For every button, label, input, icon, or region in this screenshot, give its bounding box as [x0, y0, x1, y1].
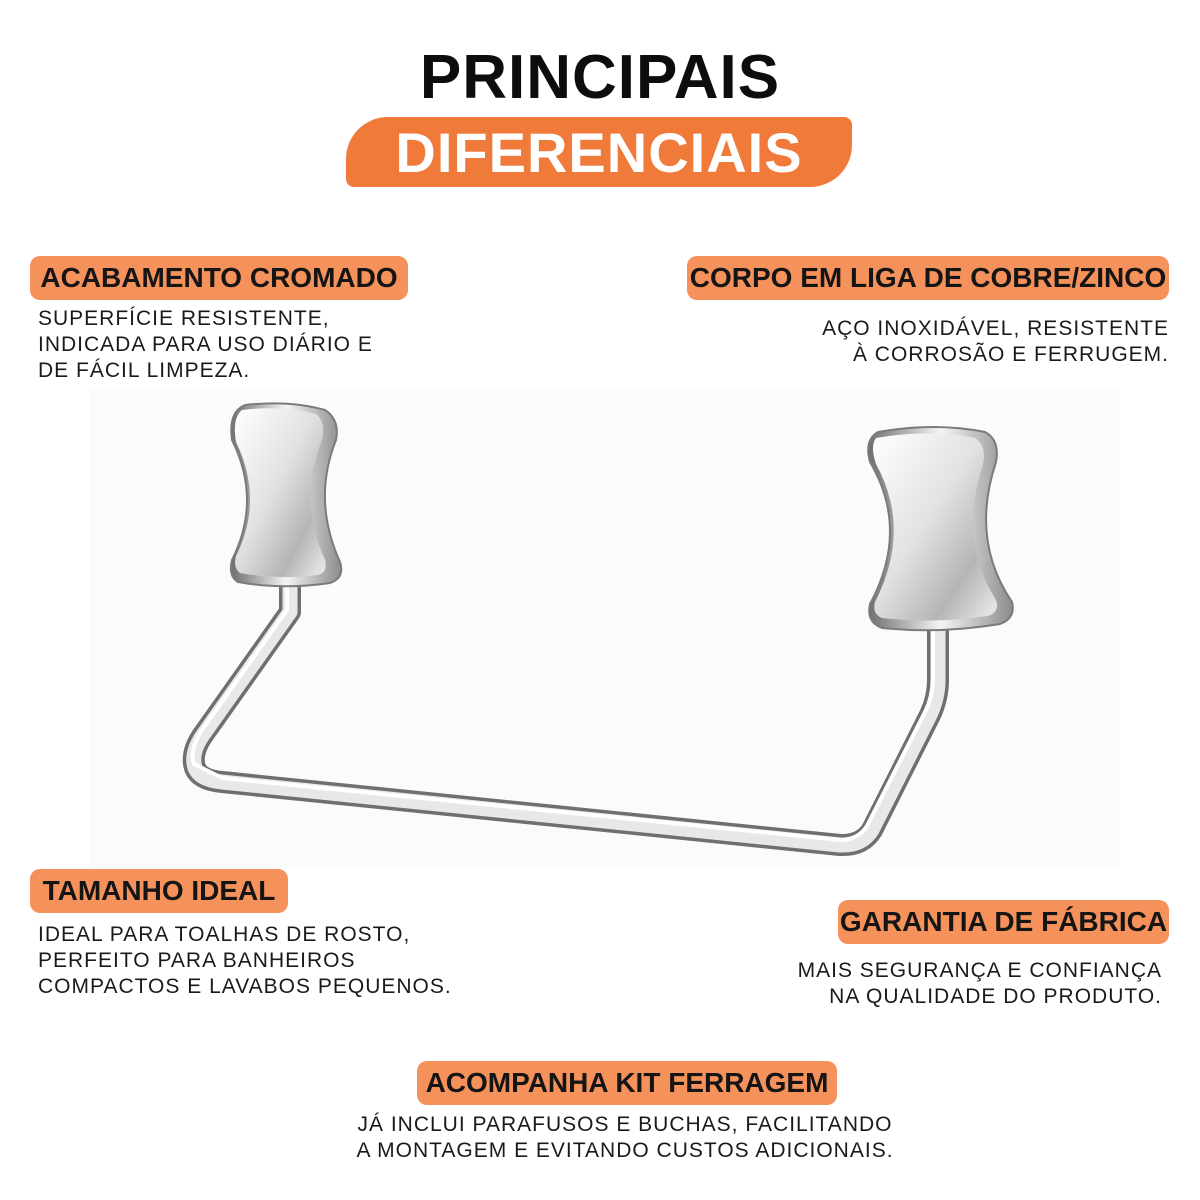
feature-desc-warranty: [798, 958, 1162, 1010]
feature-badge-ideal-size: TAMANHO IDEAL: [30, 869, 288, 913]
desc-line: MAIS SEGURANÇA E CONFIANÇA: [797, 959, 1162, 982]
left-mount-cap: [231, 403, 341, 586]
desc-line: INDICADA PARA USO DIÁRIO E: [38, 333, 373, 356]
feature-badge-hardware-kit: ACOMPANHA KIT FERRAGEM: [417, 1061, 837, 1105]
right-mount-cap: [868, 427, 1013, 630]
page-subtitle: DIFERENCIAIS: [395, 120, 803, 184]
desc-line: DE FÁCIL LIMPEZA.: [38, 359, 251, 382]
desc-line: NA QUALIDADE DO PRODUTO.: [829, 985, 1162, 1008]
desc-line: SUPERFÍCIE RESISTENTE,: [38, 307, 330, 330]
feature-desc-alloy-body: [822, 316, 1169, 368]
feature-desc-hardware-kit: [300, 1112, 950, 1164]
bar-shadow: [194, 585, 938, 845]
feature-badge-alloy-body: CORPO EM LIGA DE COBRE/ZINCO: [687, 256, 1169, 300]
desc-line: À CORROSÃO E FERRUGEM.: [852, 343, 1169, 366]
feature-badge-chrome-finish: ACABAMENTO CROMADO: [30, 256, 408, 300]
page-title: PRINCIPAIS: [419, 43, 781, 112]
feature-desc-chrome-finish: [38, 306, 373, 384]
desc-line: COMPACTOS E LAVABOS PEQUENOS.: [38, 975, 452, 998]
desc-line: A MONTAGEM E EVITANDO CUSTOS ADICIONAIS.: [356, 1139, 894, 1162]
desc-line: JÁ INCLUI PARAFUSOS E BUCHAS, FACILITANDO: [357, 1113, 893, 1136]
feature-desc-ideal-size: [38, 922, 452, 1000]
desc-line: PERFEITO PARA BANHEIROS: [38, 949, 356, 972]
bar-highlight: [193, 585, 933, 840]
desc-line: IDEAL PARA TOALHAS DE ROSTO,: [38, 923, 411, 946]
feature-badge-warranty: GARANTIA DE FÁBRICA: [838, 900, 1169, 944]
desc-line: AÇO INOXIDÁVEL, RESISTENTE: [822, 317, 1169, 340]
